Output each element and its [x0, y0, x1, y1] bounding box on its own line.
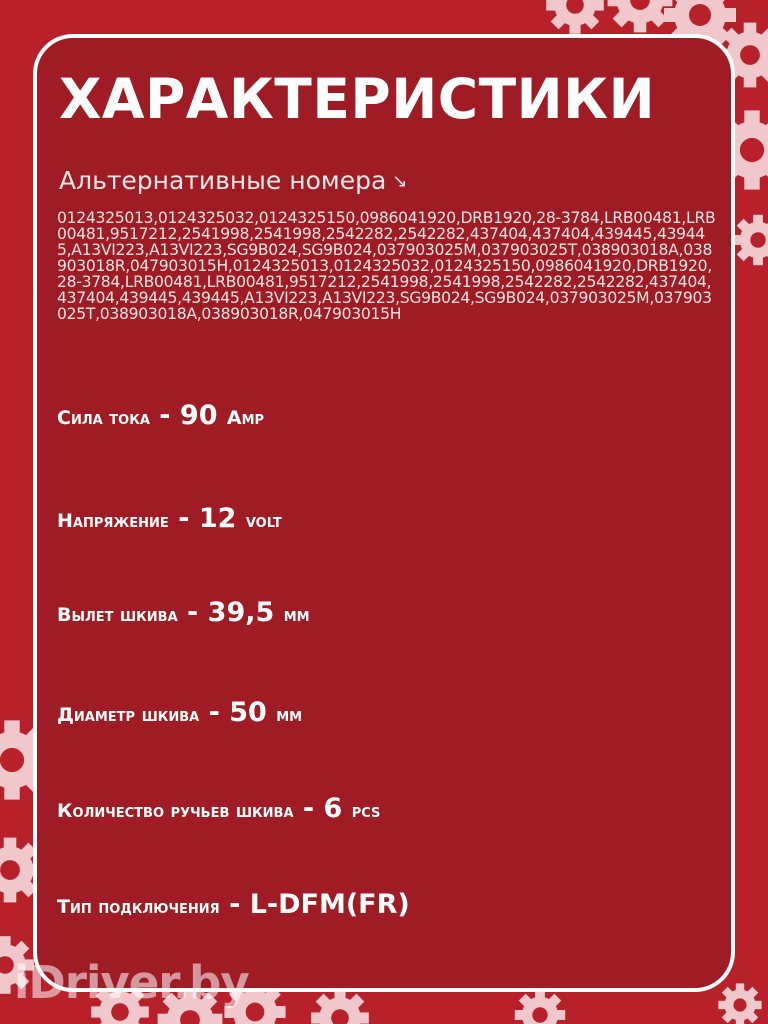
spec-label: Сила тока: [57, 407, 150, 429]
alt-numbers-heading: [59, 168, 407, 193]
spec-voltage: [57, 505, 282, 532]
spec-label: Количество ручьев шкива: [57, 800, 294, 822]
gear-icon: [733, 215, 768, 265]
spec-value: 90: [179, 400, 227, 431]
specs-card: [33, 34, 735, 992]
spec-pulley-offset: [57, 599, 310, 626]
spec-unit: volt: [245, 510, 282, 532]
spec-value: 6: [323, 793, 352, 824]
spec-dash: -: [149, 400, 180, 431]
spec-dash: -: [177, 597, 208, 628]
spec-value: L-DFM(FR): [249, 889, 410, 920]
alt-numbers-heading-text: Альтернативные номера: [59, 166, 387, 195]
gear-icon: [608, 0, 673, 32]
alt-numbers-list: 0124325013,0124325032,0124325150,0986041920,DRB1920,28-3784,LRB00481,LRB00481,9517212,2541998,2541998,2542282,2542282,437404,437404,439445,439445,A13VI223,A13VI223,SG9B024,SG9B024,037903025M,037903025T,038903018A,038903018R,047903015H,0124325013,0124325032,0124325150,0986041920,DRB1920,28-3784,LRB00481,LRB00481,9517212,2541998,2541998,2542282,2542282,437404,437404,439445,439445,A13VI223,A13VI223,SG9B024,SG9B024,037903025M,037903025T,038903018A,038903018R,047903015H: [57, 209, 716, 323]
spec-dash: -: [199, 697, 230, 728]
arrow-down-right-icon: ↘: [392, 171, 408, 192]
spec-unit: pcs: [351, 800, 381, 822]
spec-pulley-diameter: [57, 699, 302, 726]
page-title: ХАРАКТЕРИСТИКИ: [59, 67, 656, 131]
spec-connection-type: [57, 891, 410, 918]
spec-unit: мм: [276, 704, 303, 726]
spec-dash: -: [168, 503, 199, 534]
spec-value: 12: [198, 503, 246, 534]
spec-label: Напряжение: [57, 510, 169, 532]
spec-unit: мм: [283, 604, 310, 626]
gear-icon: [718, 983, 761, 1024]
spec-dash: -: [293, 793, 324, 824]
gear-icon: [546, 0, 604, 34]
spec-label: Тип подключения: [57, 896, 220, 918]
spec-pulley-grooves: [57, 795, 380, 822]
spec-value: 50: [229, 697, 277, 728]
spec-dash: -: [219, 889, 250, 920]
gear-icon: [311, 989, 369, 1024]
spec-unit: Amp: [226, 407, 265, 429]
spec-label: Диаметр шкива: [57, 704, 200, 726]
gear-icon: [515, 990, 565, 1024]
spec-current: [57, 402, 264, 429]
spec-label: Вылет шкива: [57, 604, 178, 626]
spec-value: 39,5: [207, 597, 284, 628]
watermark: iDriver.by: [14, 956, 249, 1009]
